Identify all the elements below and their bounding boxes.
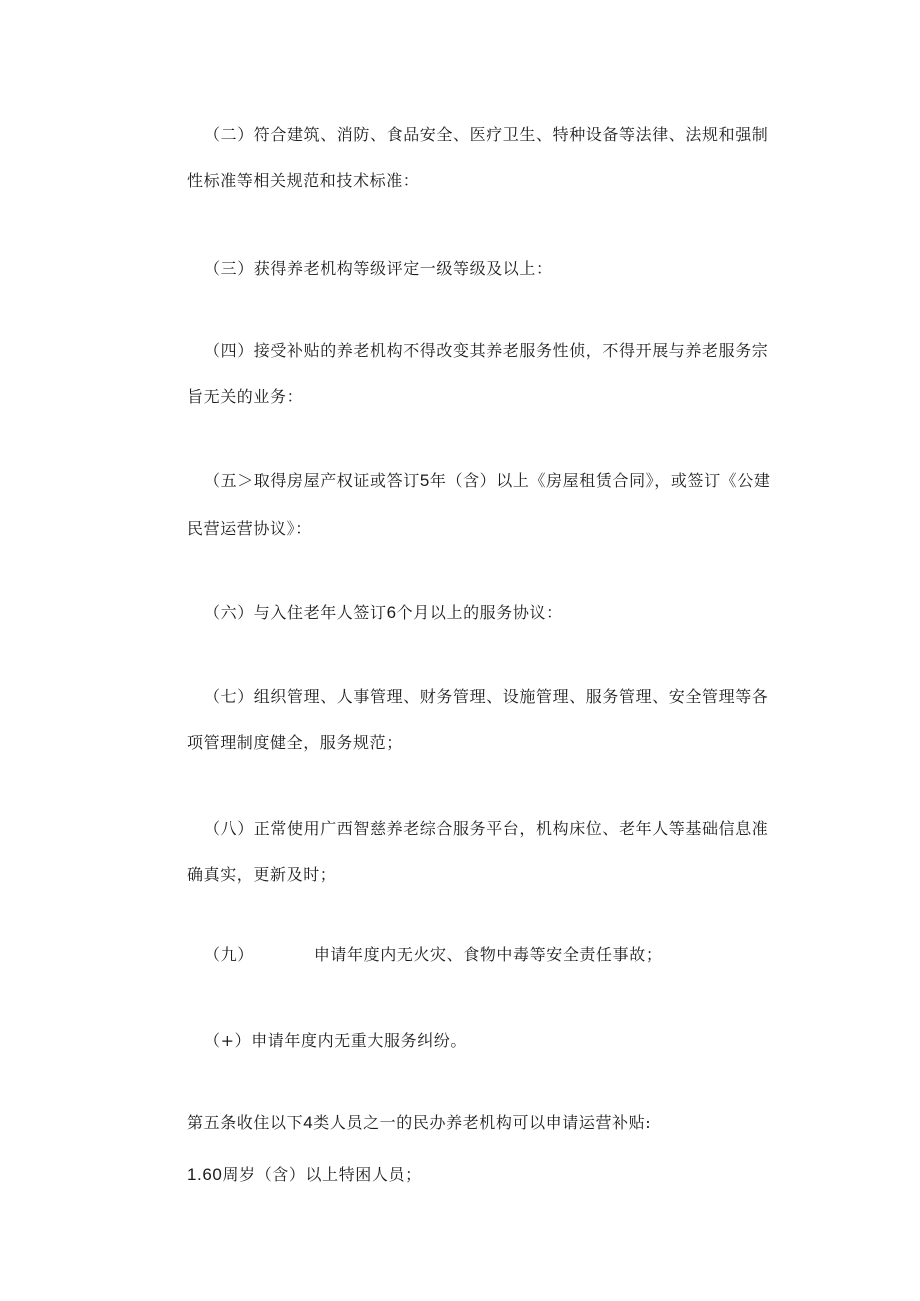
paragraph-6-number: 6	[386, 603, 397, 622]
paragraph-6-line-1-text-b: 个月以上的服务协议：	[396, 603, 563, 622]
paragraph-2-line-1: （二）符合建筑、消防、食品安全、医疗卫生、特种设备等法律、法规和强制	[204, 125, 769, 144]
paragraph-8-line-2: 确真实，更新及时；	[187, 865, 337, 884]
paragraph-4-line-1: （四）接受补贴的养老机构不得改变其养老服务性侦，不得开展与养老服务宗	[204, 341, 769, 360]
paragraph-6-line-1-text-a: （六）与入住老年人签订	[204, 603, 387, 622]
item-1-number: 1.60	[187, 1165, 223, 1184]
article-5-number: 4	[303, 1113, 314, 1132]
article-5-text-b: 类人员之一的民办养老机构可以申请运营补贴:	[313, 1113, 652, 1132]
paragraph-5-line-1-text-a: （五＞取得房屋产权证或答订	[204, 471, 420, 490]
article-5-line-1	[187, 1112, 651, 1134]
paragraph-5-number: 5	[419, 471, 430, 490]
item-1-line	[187, 1164, 422, 1186]
paragraph-9-line-1	[204, 944, 662, 966]
paragraph-5-line-2: 民营运营协议》：	[187, 519, 312, 538]
paragraph-3-line-1: （三）获得养老机构等级评定一级等级及以上：	[204, 259, 553, 278]
paragraph-7-line-2: 项管理制度健全，服务规范；	[187, 733, 403, 752]
paragraph-7-line-1: （七）组织管理、人事管理、财务管理、设施管理、服务管理、安全管理等各	[204, 687, 769, 706]
paragraph-9-label: （九）	[204, 945, 254, 964]
item-1-text: 周岁（含）以上特困人员；	[222, 1165, 422, 1184]
paragraph-5-line-1	[204, 470, 770, 492]
article-5-text-a: 第五条收住以下	[187, 1113, 304, 1132]
paragraph-6-line-1	[204, 602, 563, 624]
paragraph-9-text: 申请年度内无火灾、食物中毒等安全责任事故；	[313, 945, 663, 964]
paragraph-10-line-1: （+）申请年度内无重大服务纠纷。	[204, 1031, 468, 1050]
paragraph-4-line-2: 旨无关的业务：	[187, 387, 304, 406]
paragraph-2-line-2: 性标准等相关规范和技术标准：	[187, 171, 420, 190]
paragraph-5-line-1-text-b: 年（含）以上《房屋租赁合同》，或签订《公建	[429, 471, 771, 490]
paragraph-8-line-1: （八）正常使用广西智慈养老综合服务平台，机构床位、老年人等基础信息准	[204, 819, 769, 838]
